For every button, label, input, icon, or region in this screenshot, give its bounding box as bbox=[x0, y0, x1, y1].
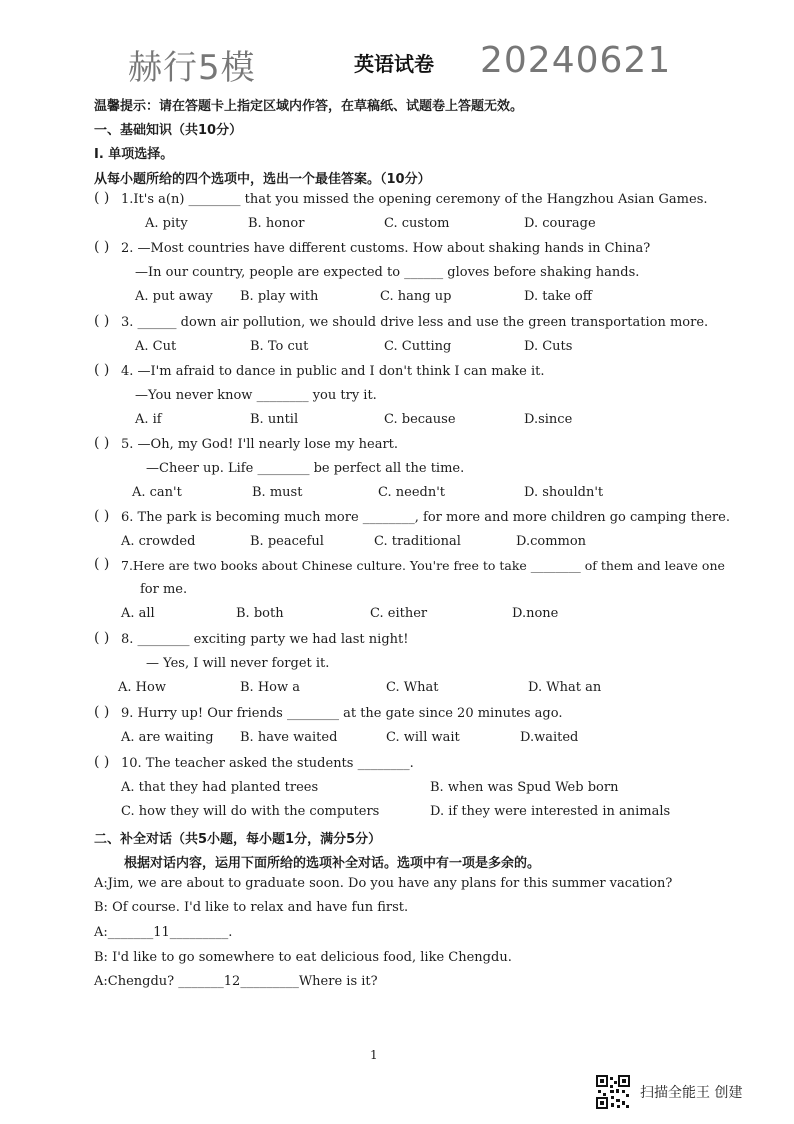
option-c: C. traditional bbox=[374, 534, 461, 549]
question-10: 10. The teacher asked the students ________. bbox=[121, 756, 414, 771]
option-d: D. take off bbox=[524, 289, 592, 304]
question-1: 1.It's a(n) ________ that you missed the opening ceremony of the Hangzhou Asian Games. bbox=[121, 192, 708, 207]
option-d: D. shouldn't bbox=[524, 485, 604, 500]
answer-paren: ( ) bbox=[94, 239, 110, 255]
question-6: 6. The park is becoming much more ________, for more and more children go camping there. bbox=[121, 510, 730, 525]
option-d: D.waited bbox=[520, 730, 579, 745]
section1-instruction: 从每小题所给的四个选项中，选出一个最佳答案。（10分） bbox=[94, 172, 431, 187]
answer-paren: ( ) bbox=[94, 313, 110, 329]
dialogue-line: B: Of course. I'd like to relax and have fun first. bbox=[94, 900, 409, 915]
subject-title: 英语试卷 bbox=[354, 52, 434, 76]
answer-paren: ( ) bbox=[94, 435, 110, 451]
question-3: 3. ______ down air pollution, we should drive less and use the green transportation more. bbox=[121, 315, 709, 330]
option-a: A. can't bbox=[132, 485, 182, 500]
option-d: D.none bbox=[512, 606, 559, 621]
answer-paren: ( ) bbox=[94, 704, 110, 720]
answer-paren: ( ) bbox=[94, 362, 110, 378]
question-5: 5. —Oh, my God! I'll nearly lose my heart. bbox=[121, 437, 399, 452]
option-b: B. until bbox=[250, 412, 299, 427]
question-4-line-2: —You never know ________ you try it. bbox=[135, 388, 377, 403]
option-c: C. either bbox=[370, 606, 428, 621]
option-c: C. custom bbox=[384, 216, 450, 231]
question-8-line-2: — Yes, I will never forget it. bbox=[146, 656, 330, 671]
option-d: D. courage bbox=[524, 216, 596, 231]
option-d: D. Cuts bbox=[524, 339, 573, 354]
option-a: A. How bbox=[118, 680, 166, 695]
question-8: 8. ________ exciting party we had last night! bbox=[121, 632, 409, 647]
option-b: B. peaceful bbox=[250, 534, 324, 549]
page-number: 1 bbox=[370, 1048, 378, 1062]
qr-code-icon bbox=[596, 1075, 630, 1109]
option-c: C. how they will do with the computers bbox=[121, 804, 380, 819]
option-a: A. crowded bbox=[121, 534, 196, 549]
section2-title: 二、补全对话（共5小题，每小题1分，满分5分） bbox=[94, 832, 382, 847]
option-b: B. play with bbox=[240, 289, 319, 304]
option-b: B. both bbox=[236, 606, 284, 621]
question-2: 2. —Most countries have different customs. How about shaking hands in China? bbox=[121, 241, 651, 256]
notice: 温馨提示：请在答题卡上指定区域内作答，在草稿纸、试题卷上答题无效。 bbox=[94, 99, 524, 114]
option-c: C. because bbox=[384, 412, 456, 427]
question-7: 7.Here are two books about Chinese culture. You're free to take ________ of them and leave one bbox=[121, 558, 725, 573]
option-b: B. must bbox=[252, 485, 303, 500]
option-c: C. hang up bbox=[380, 289, 452, 304]
answer-paren: ( ) bbox=[94, 754, 110, 770]
option-b: B. To cut bbox=[250, 339, 309, 354]
scanner-watermark: 扫描全能王 创建 bbox=[640, 1085, 743, 1101]
exam-date: 20240621 bbox=[480, 40, 672, 81]
option-a: A. are waiting bbox=[121, 730, 214, 745]
answer-paren: ( ) bbox=[94, 190, 110, 206]
option-b: B. How a bbox=[240, 680, 300, 695]
option-a: A. if bbox=[135, 412, 162, 427]
section1-title: 一、基础知识（共10分） bbox=[94, 123, 243, 138]
answer-paren: ( ) bbox=[94, 630, 110, 646]
option-a: A. that they had planted trees bbox=[121, 780, 319, 795]
option-d: D.common bbox=[516, 534, 587, 549]
dialogue-line: A:_______11_________. bbox=[94, 925, 233, 940]
option-a: A. put away bbox=[135, 289, 213, 304]
option-b: B. honor bbox=[248, 216, 305, 231]
answer-paren: ( ) bbox=[94, 508, 110, 524]
option-a: A. pity bbox=[145, 216, 188, 231]
option-c: C. What bbox=[386, 680, 439, 695]
option-b: B. when was Spud Web born bbox=[430, 780, 619, 795]
question-9: 9. Hurry up! Our friends ________ at the gate since 20 minutes ago. bbox=[121, 706, 563, 721]
option-c: C. will wait bbox=[386, 730, 460, 745]
question-7-line-2: for me. bbox=[140, 582, 188, 597]
section2-instruction: 根据对话内容，运用下面所给的选项补全对话。选项中有一项是多余的。 bbox=[124, 856, 541, 871]
part-title: I. 单项选择。 bbox=[94, 147, 174, 162]
option-d: D. What an bbox=[528, 680, 602, 695]
dialogue-line: A:Jim, we are about to graduate soon. Do you have any plans for this summer vacation? bbox=[94, 876, 673, 891]
option-a: A. all bbox=[121, 606, 155, 621]
dialogue-line: B: I'd like to go somewhere to eat delicious food, like Chengdu. bbox=[94, 950, 512, 965]
question-2-line-2: —In our country, people are expected to ______ gloves before shaking hands. bbox=[135, 265, 640, 280]
option-c: C. needn't bbox=[378, 485, 445, 500]
option-a: A. Cut bbox=[135, 339, 177, 354]
option-c: C. Cutting bbox=[384, 339, 452, 354]
school-title: 赫行5模 bbox=[128, 48, 256, 88]
option-d: D.since bbox=[524, 412, 573, 427]
option-b: B. have waited bbox=[240, 730, 338, 745]
question-4: 4. —I'm afraid to dance in public and I don't think I can make it. bbox=[121, 364, 545, 379]
option-d: D. if they were interested in animals bbox=[430, 804, 671, 819]
answer-paren: ( ) bbox=[94, 556, 110, 572]
dialogue-line: A:Chengdu? _______12_________Where is it? bbox=[94, 974, 378, 989]
question-5-line-2: —Cheer up. Life ________ be perfect all the time. bbox=[146, 461, 465, 476]
